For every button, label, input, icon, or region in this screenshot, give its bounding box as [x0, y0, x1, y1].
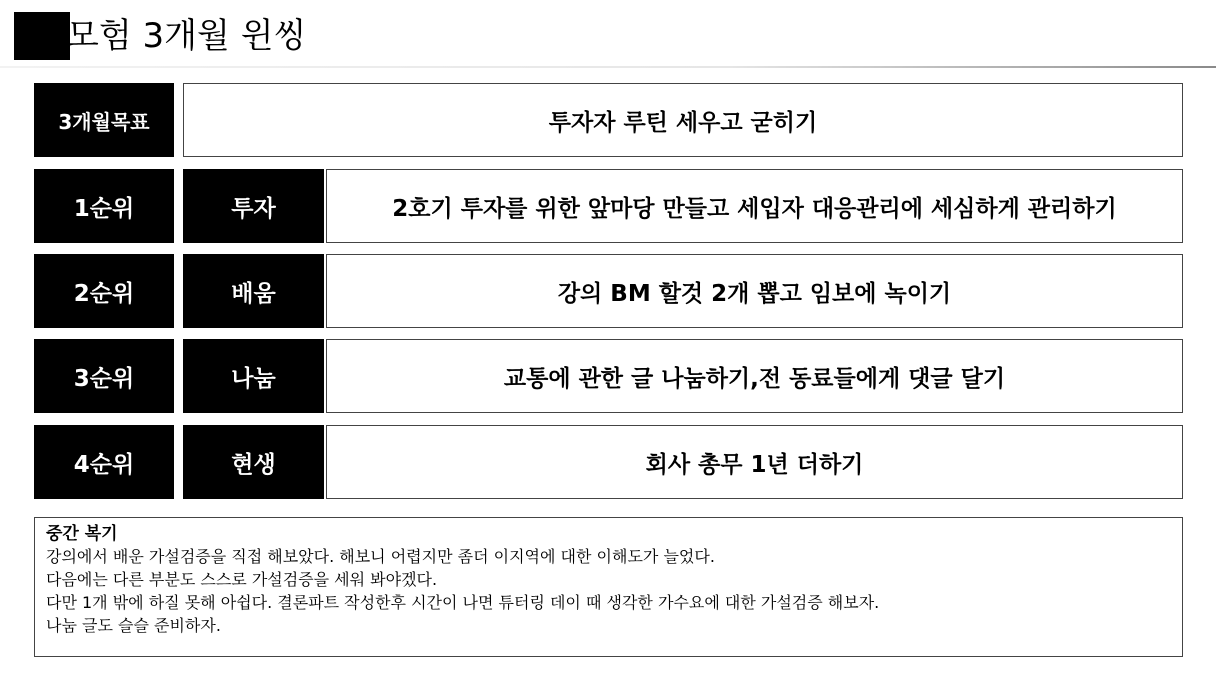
priority-category: 투자 [183, 169, 324, 243]
priority-text: 회사 총무 1년 더하기 [326, 425, 1183, 499]
review-line: 다음에는 다른 부분도 스스로 가설검증을 세워 봐야겠다. [46, 570, 438, 589]
priority-text: 2호기 투자를 위한 앞마당 만들고 세입자 대응관리에 세심하게 관리하기 [326, 169, 1183, 243]
review-title: 중간 복기 [46, 524, 118, 544]
priority-category: 나눔 [183, 339, 324, 413]
title-divider [0, 66, 1216, 68]
redaction-block [14, 12, 70, 60]
priority-rank: 2순위 [34, 254, 174, 328]
review-line: 강의에서 배운 가설검증을 직접 해보았다. 해보니 어렵지만 좀더 이지역에 대한 이해도가 늘었다. [46, 547, 715, 566]
review-line: 나눔 글도 슬슬 준비하자. [46, 616, 221, 635]
priority-text: 교통에 관한 글 나눔하기,전 동료들에게 댓글 달기 [326, 339, 1183, 413]
priority-category: 현생 [183, 425, 324, 499]
goal-text: 투자자 루틴 세우고 굳히기 [183, 83, 1183, 157]
priority-rank: 4순위 [34, 425, 174, 499]
priority-category: 배움 [183, 254, 324, 328]
priority-text: 강의 BM 할것 2개 뽑고 임보에 녹이기 [326, 254, 1183, 328]
page-title: 모험 3개월 윈씽 [66, 16, 307, 56]
review-line: 다만 1개 밖에 하질 못해 아쉽다. 결론파트 작성한후 시간이 나면 튜터링 데이 때 생각한 가수요에 대한 가설검증 해보자. [46, 593, 880, 612]
priority-rank: 3순위 [34, 339, 174, 413]
review-box [34, 517, 1183, 657]
priority-rank: 1순위 [34, 169, 174, 243]
goal-label: 3개월목표 [34, 83, 174, 157]
